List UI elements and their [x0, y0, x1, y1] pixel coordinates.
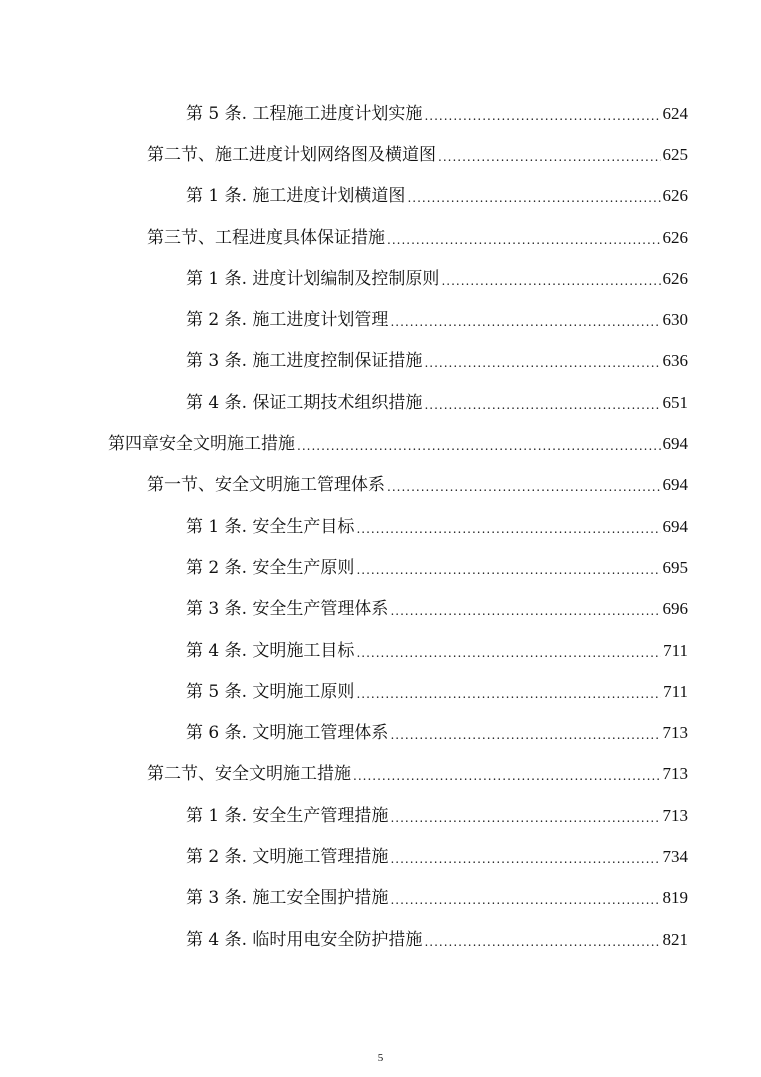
toc-entry[interactable] — [0, 547, 761, 588]
toc-entry[interactable] — [0, 795, 761, 836]
toc-entry[interactable] — [0, 341, 761, 382]
toc-entry-page: 711 — [663, 640, 688, 660]
toc-leader-dots — [407, 192, 660, 204]
toc-entry[interactable] — [0, 93, 761, 134]
toc-entry-page: 694 — [662, 475, 688, 495]
toc-entry[interactable] — [0, 919, 761, 960]
toc-entry-label: 第一节、安全文明施工管理体系 — [147, 475, 385, 496]
toc-entry[interactable] — [0, 465, 761, 506]
toc-entry-page: 626 — [662, 186, 688, 206]
toc-entry[interactable] — [0, 506, 761, 547]
toc-entry-page: 630 — [662, 310, 688, 330]
toc-entry[interactable] — [0, 176, 761, 217]
toc-leader-dots — [424, 357, 660, 369]
toc-entry-page: 626 — [662, 268, 688, 288]
toc-entry-label: 第 1 条. 施工进度计划横道图 — [186, 186, 406, 207]
toc-leader-dots — [353, 770, 661, 782]
toc-leader-dots — [387, 481, 661, 493]
toc-entry-label: 第 4 条. 保证工期技术组织措施 — [186, 392, 423, 413]
table-of-contents — [0, 93, 761, 960]
toc-entry-label: 第 4 条. 临时用电安全防护措施 — [186, 929, 423, 950]
toc-entry-label: 第 1 条. 安全生产目标 — [186, 516, 355, 537]
toc-leader-dots — [356, 523, 660, 535]
toc-leader-dots — [387, 234, 661, 246]
toc-entry[interactable] — [0, 630, 761, 671]
toc-entry-label: 第 2 条. 文明施工管理措施 — [186, 846, 389, 867]
toc-leader-dots — [390, 812, 660, 824]
toc-entry-label: 第 1 条. 安全生产管理措施 — [186, 805, 389, 826]
toc-entry-page: 694 — [662, 516, 688, 536]
toc-entry-label: 第 3 条. 安全生产管理体系 — [186, 599, 389, 620]
toc-entry-page: 713 — [662, 723, 688, 743]
toc-entry-label: 第三节、工程进度具体保证措施 — [147, 227, 385, 248]
toc-entry-page: 694 — [662, 434, 688, 454]
toc-leader-dots — [390, 729, 660, 741]
toc-entry[interactable] — [0, 134, 761, 175]
toc-entry[interactable] — [0, 382, 761, 423]
toc-entry-page: 713 — [662, 805, 688, 825]
toc-entry-label: 第 1 条. 进度计划编制及控制原则 — [186, 268, 440, 289]
toc-entry-label: 第 2 条. 施工进度计划管理 — [186, 310, 389, 331]
toc-entry-label: 第 5 条. 工程施工进度计划实施 — [186, 103, 423, 124]
toc-entry-page: 821 — [662, 929, 688, 949]
toc-entry[interactable] — [0, 299, 761, 340]
toc-entry[interactable] — [0, 423, 761, 464]
toc-entry-page: 651 — [662, 392, 688, 412]
toc-entry[interactable] — [0, 671, 761, 712]
toc-entry-page: 625 — [662, 144, 688, 164]
toc-leader-dots — [390, 853, 660, 865]
toc-entry-page: 626 — [662, 227, 688, 247]
toc-entry-label: 第 5 条. 文明施工原则 — [186, 681, 355, 702]
toc-entry-page: 636 — [662, 351, 688, 371]
toc-entry-page: 696 — [662, 599, 688, 619]
toc-leader-dots — [441, 275, 660, 287]
toc-entry-label: 第 2 条. 安全生产原则 — [186, 557, 355, 578]
toc-entry[interactable] — [0, 589, 761, 630]
toc-leader-dots — [297, 440, 661, 452]
page-number: 5 — [377, 1052, 384, 1064]
toc-entry-label: 第二节、安全文明施工措施 — [147, 764, 351, 785]
toc-entry-label: 第四章安全文明施工措施 — [108, 434, 295, 455]
toc-entry-page: 713 — [662, 764, 688, 784]
toc-leader-dots — [424, 399, 660, 411]
toc-leader-dots — [356, 647, 661, 659]
toc-entry[interactable] — [0, 754, 761, 795]
toc-leader-dots — [424, 110, 660, 122]
toc-entry-label: 第二节、施工进度计划网络图及横道图 — [147, 144, 436, 165]
toc-entry-page: 624 — [662, 103, 688, 123]
toc-entry[interactable] — [0, 217, 761, 258]
toc-entry-label: 第 3 条. 施工安全围护措施 — [186, 888, 389, 909]
toc-entry-page: 819 — [662, 888, 688, 908]
toc-leader-dots — [356, 564, 660, 576]
toc-leader-dots — [390, 605, 660, 617]
toc-entry[interactable] — [0, 836, 761, 877]
toc-leader-dots — [424, 936, 660, 948]
toc-entry-page: 711 — [663, 681, 688, 701]
toc-entry-label: 第 6 条. 文明施工管理体系 — [186, 723, 389, 744]
toc-entry-label: 第 3 条. 施工进度控制保证措施 — [186, 351, 423, 372]
toc-entry[interactable] — [0, 878, 761, 919]
toc-leader-dots — [356, 688, 661, 700]
toc-entry[interactable] — [0, 712, 761, 753]
toc-entry-page: 695 — [662, 557, 688, 577]
toc-leader-dots — [390, 894, 660, 906]
toc-entry-page: 734 — [662, 846, 688, 866]
toc-entry-label: 第 4 条. 文明施工目标 — [186, 640, 355, 661]
toc-entry[interactable] — [0, 258, 761, 299]
toc-leader-dots — [438, 151, 661, 163]
toc-leader-dots — [390, 316, 660, 328]
